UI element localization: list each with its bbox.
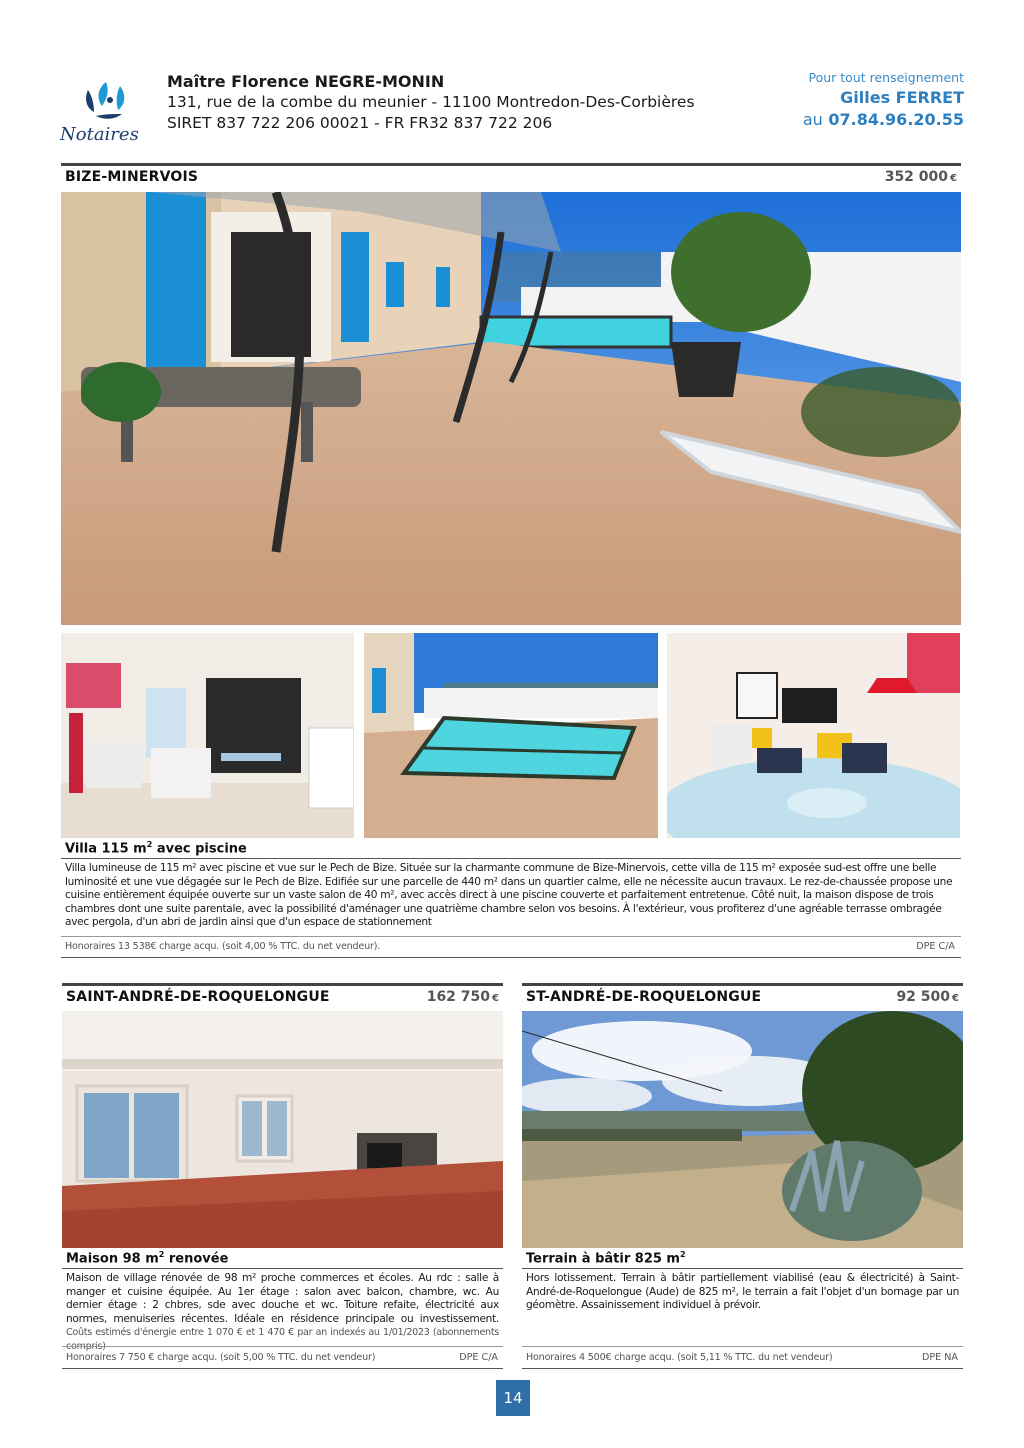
divider [61,957,961,958]
divider [522,1368,963,1369]
listing-subtitle: Maison 98 $m^2$ renovée [66,1250,229,1267]
contact-caption: Pour tout renseignement [808,70,964,85]
listing-description: Maison de village rénovée de 98 m² proche commerces et écoles. Au rdc : salle à manger et cuisine équipée. Au 1er étage : salon avec balcon, chambre, wc. Au dernier étage : 2 chbres, sde avec douche et wc. Toiture refaite, électricité aux normes, menuiseries récentes. Idéale en résidence principale ou investissement. Coûts estimés d'énergie entre 1 070 € et 1 470 € par an indexés au 1/01/2023 (abonnements [66,1272,499,1354]
divider [62,1368,503,1369]
listing-bar-st-andre [522,983,963,1007]
contact-phone-prefix: au [802,110,823,129]
divider [522,1346,963,1347]
logo-wordmark: Notaires [60,124,139,145]
listing-dpe: DPE C/A [916,941,955,952]
photo-house-interior [62,1011,503,1248]
listing-fees: Honoraires 13 538€ charge acqu. (soit 4,00 % TTC. du net vendeur). [65,941,381,952]
listing-price: 92 500 € [896,988,959,1005]
office-siret: SIRET 837 722 206 00021 - FR FR32 837 722 206 [167,114,553,132]
office-name: Maître Florence NEGRE-MONIN [167,72,445,91]
listing-location: BIZE-MINERVOIS [65,168,199,185]
photo-covered-pool [364,633,658,838]
page-header [60,70,964,156]
photo-land-plot [522,1011,963,1248]
contact-phone[interactable]: 07.84.96.20.55 [828,110,964,129]
office-block [167,72,695,134]
photo-living-room [61,633,354,838]
contact-block [803,70,964,130]
listing-description: Villa lumineuse de 115 m² avec piscine et vue sur le Pech de Bize. Située sur la charmante commune de Bize-Minervois, cette villa de 115 m² exposée sud-est offre une belle luminosité et une vue dégagée sur le Pech de Bize. Edifiée sur une parcelle de 440 m² dans un quartier calme, elle ne nécessite aucun travaux. Le rez-de-chaussée propose une cuisine entièrement équipée ouverte sur un vaste salon de 40 m², avec accès direct à une piscine couverte et parfaitement entretenue. Côté nuit, la maison dispose de trois chambres dont une suite parentale, avec la possibilité d'aménager une quatrième chambre selon vos besoins. À l'extérieur, vous profiterez d'une agréable terrasse ombragée avec pergola, d'un abri de jardin ainsi que d'un espace de stationnement [65,862,953,929]
divider [522,1268,963,1269]
listing-location: ST-ANDRÉ-DE-ROQUELONGUE [526,988,762,1005]
listing-dpe: DPE C/A [459,1352,498,1363]
listing-subtitle: Villa 115 $m^2$ avec piscine [65,840,247,857]
photo-dining-room [667,633,960,838]
energy-cost-note: Coûts estimés d'énergie entre 1 070 € et 1 470 € par an indexés au 1/01/2023 (abonnements [66,1327,499,1339]
divider [62,1346,503,1347]
contact-phone-line [803,110,964,130]
divider [62,1268,503,1269]
listing-location: SAINT-ANDRÉ-DE-ROQUELONGUE [66,988,330,1005]
divider [61,858,961,859]
contact-name: Gilles FERRET [840,88,964,107]
listing-subtitle: Terrain à bâtir 825 $m^2$ [526,1250,686,1267]
listing-dpe: DPE NA [921,1352,958,1363]
listing-price: 162 750 € [426,988,499,1005]
listing-price: 352 000 € [884,168,957,185]
notaires-logo-icon [76,80,136,124]
listing-description: Hors lotissement. Terrain à bâtir partiellement viabilisé (eau & électricité) à Saint-André-de-Roquelongue (Aude) de 825 m², le terrain a fait l'objet d'un bornage par un géomètre. Assainissement individuel à prévoir. [526,1272,959,1312]
listing-fees: Honoraires 7 750 € charge acqu. (soit 5,00 % TTC. du net vendeur) [66,1352,376,1363]
office-address: 131, rue de la combe du meunier - 11100 Montredon-Des-Corbières [167,93,695,111]
listing-fees: Honoraires 4 500€ charge acqu. (soit 5,11 % TTC. du net vendeur) [526,1352,833,1363]
listing-bar-saint-andre [62,983,503,1007]
main-photo-terrace [61,192,961,625]
notaires-logo [60,80,152,150]
divider [61,936,961,937]
listing-bar-bize [61,163,961,187]
page-number-badge: 14 [496,1380,530,1416]
